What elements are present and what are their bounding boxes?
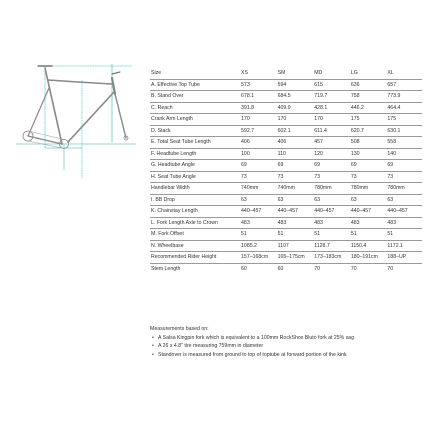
- row-label: G. Headtube Angle: [150, 160, 240, 172]
- table-cell: 60: [277, 265, 284, 272]
- table-cell: 773.9: [386, 91, 422, 103]
- table-cell: 602.1: [277, 125, 314, 137]
- table-cell: 657: [386, 79, 422, 91]
- row-label: L. Fork Length Axle to Crown: [150, 217, 240, 229]
- table-row: [150, 252, 422, 264]
- note-item: • A Salsa Kingpin fork which is equivalent to a 100mm RockShox Bluto fork at 25% sag: [158, 334, 425, 343]
- header-cell: LG: [350, 68, 387, 79]
- table-cell: 51: [350, 229, 387, 241]
- table-cell: 51: [240, 229, 277, 241]
- table-cell: 165–175cm: [277, 252, 314, 264]
- table-cell: 483: [277, 217, 314, 229]
- table-cell: 51: [277, 229, 314, 241]
- table-cell: 188–UP: [386, 252, 422, 264]
- table-cell: 483: [240, 217, 277, 229]
- table-cell: 440–457: [350, 206, 387, 218]
- table-cell: 170: [240, 114, 277, 126]
- table-cell: 63: [277, 194, 314, 206]
- table-cell: 1172.1: [386, 240, 422, 252]
- bike-geometry-diagram: [8, 60, 143, 180]
- table-cell: 719.7: [313, 91, 350, 103]
- table-cell: 409.9: [277, 102, 314, 114]
- table-row: [150, 194, 422, 206]
- table-cell: 175: [386, 114, 422, 126]
- table-row: [150, 206, 422, 218]
- table-cell: 1085.2: [240, 240, 277, 252]
- table-cell: 73: [313, 171, 350, 183]
- table-cell: 620.7: [350, 125, 387, 137]
- table-row: [150, 114, 422, 126]
- table-row: [150, 125, 422, 137]
- table-cell: 170: [313, 114, 350, 126]
- table-cell: 558: [386, 137, 422, 149]
- table-row: [150, 102, 422, 114]
- table-cell: 780mm: [350, 183, 387, 195]
- table-row: [150, 160, 422, 172]
- note-item: • A 26 x 4.8" tire measuring 759mm in diameter: [158, 342, 425, 351]
- table-row: [150, 240, 422, 252]
- table-cell: 69: [313, 160, 350, 172]
- row-label: A. Effective Top Tube: [150, 79, 240, 91]
- header-cell: SM: [277, 68, 314, 79]
- table-cell: 391.8: [240, 102, 277, 114]
- table-cell: 594: [277, 79, 314, 91]
- table-cell: 780mm: [386, 183, 422, 195]
- table-cell: 69: [350, 160, 387, 172]
- table-cell: 440–457: [313, 206, 350, 218]
- table-cell: 70: [387, 265, 394, 272]
- table-row: [150, 217, 422, 229]
- table-cell: 740mm: [240, 183, 277, 195]
- row-label: Stem Length: [151, 265, 181, 272]
- row-label: D. Stack: [150, 125, 240, 137]
- row-label: I. BB Drop: [150, 194, 240, 206]
- table-cell: 440–457: [386, 206, 422, 218]
- row-label: Crank Arm Length: [150, 114, 240, 126]
- table-cell: 70: [314, 265, 321, 272]
- table-cell: 73: [240, 171, 277, 183]
- table-cell: 615: [313, 79, 350, 91]
- table-cell: 446.2: [350, 102, 387, 114]
- table-cell: 428.1: [313, 102, 350, 114]
- row-label: Recommended Rider Height: [150, 252, 240, 264]
- table-cell: 180–191cm: [350, 252, 387, 264]
- table-cell: 1150.4: [350, 240, 387, 252]
- table-cell: 440–457: [277, 206, 314, 218]
- header-cell: Size: [150, 68, 240, 79]
- table-cell: 69: [386, 160, 422, 172]
- table-cell: 440–457: [240, 206, 277, 218]
- header-cell: XL: [386, 68, 422, 79]
- table-cell: 678.1: [240, 91, 277, 103]
- table-cell: 63: [313, 194, 350, 206]
- table-row: [150, 183, 422, 195]
- row-label: F. Headtube Length: [150, 148, 240, 160]
- notes-heading: Measurements based on:: [150, 326, 209, 332]
- table-cell: 1107: [277, 240, 314, 252]
- row-label: Handlebar Width: [150, 183, 240, 195]
- table-row: [150, 137, 422, 149]
- row-label: E. Total Seat Tube Length: [150, 137, 240, 149]
- table-cell: 120: [313, 148, 350, 160]
- table-cell: 140: [386, 148, 422, 160]
- table-cell: 63: [240, 194, 277, 206]
- table-cell: 130: [350, 148, 387, 160]
- table-cell: 60: [241, 265, 247, 272]
- table-cell: 70: [350, 265, 357, 272]
- table-cell: 573: [240, 79, 277, 91]
- table-cell: 173–183cm: [313, 252, 350, 264]
- table-row: [150, 148, 422, 160]
- row-label: C. Reach: [150, 102, 240, 114]
- notes-list: [150, 334, 425, 360]
- table-cell: 157–168cm: [240, 252, 277, 264]
- table-cell: 51: [313, 229, 350, 241]
- measurement-notes: [150, 325, 425, 359]
- table-cell: 1128.7: [313, 240, 350, 252]
- table-header-row: [150, 68, 422, 79]
- header-cell: MD: [313, 68, 350, 79]
- table-cell: 406: [277, 137, 314, 149]
- table-cell: 483: [313, 217, 350, 229]
- table-cell: 483: [386, 217, 422, 229]
- table-cell: 592.7: [240, 125, 277, 137]
- row-label: N. Wheelbase: [150, 240, 240, 252]
- table-cell: 457: [313, 137, 350, 149]
- header-cell: XS: [240, 68, 277, 79]
- table-row: [150, 91, 422, 103]
- table-cell: 406: [240, 137, 277, 149]
- table-cell: 464.4: [386, 102, 422, 114]
- table-cell: 483: [350, 217, 387, 229]
- table-cell: 630.1: [386, 125, 422, 137]
- table-cell: 110: [277, 148, 314, 160]
- row-label: B. Stand Over: [150, 91, 240, 103]
- table-cell: 73: [386, 171, 422, 183]
- row-label: K. Chainstay Length: [150, 206, 240, 218]
- table-cell: 73: [350, 171, 387, 183]
- table-row: [150, 79, 422, 91]
- geometry-table: [150, 68, 422, 274]
- table-cell: 175: [350, 114, 387, 126]
- table-row: [150, 263, 422, 274]
- table-cell: 780mm: [313, 183, 350, 195]
- table-cell: 611.4: [313, 125, 350, 137]
- table-cell: 73: [277, 171, 314, 183]
- table-row: [150, 229, 422, 241]
- table-cell: 684.5: [277, 91, 314, 103]
- table-row: [150, 171, 422, 183]
- row-label: M. Fork Offset: [150, 229, 240, 241]
- table-cell: 636: [350, 79, 387, 91]
- table-cell: 69: [240, 160, 277, 172]
- table-cell: 508: [350, 137, 387, 149]
- table-cell: 63: [350, 194, 387, 206]
- table-cell: 758: [350, 91, 387, 103]
- table-cell: 63: [386, 194, 422, 206]
- note-item: • Standover is measured from ground to top of toptube at forward portion of the kink: [158, 351, 425, 360]
- table-cell: 100: [240, 148, 277, 160]
- table-cell: 170: [277, 114, 314, 126]
- table-cell: 740mm: [277, 183, 314, 195]
- row-label: H. Seat Tube Angle: [150, 171, 240, 183]
- table-cell: 51: [386, 229, 422, 241]
- table-cell: 69: [277, 160, 314, 172]
